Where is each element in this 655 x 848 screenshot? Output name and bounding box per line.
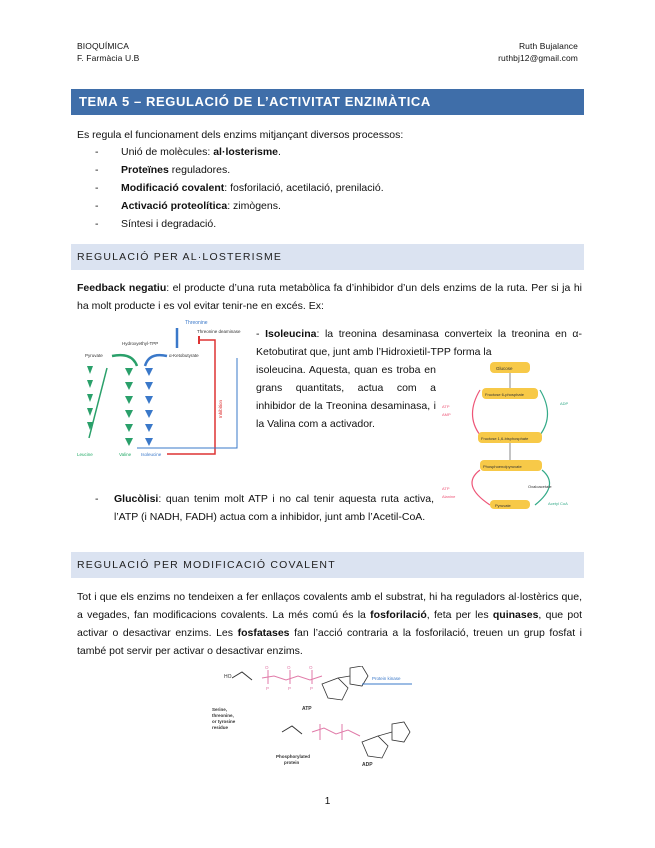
section-title: REGULACIÓ PER AL·LOSTERISME [77, 251, 283, 263]
svg-text:ATP: ATP [442, 404, 450, 409]
isoleucine-pathway-figure [77, 318, 255, 464]
page-title: TEMA 5 – REGULACIÓ DE L’ACTIVITAT ENZIMÀTICA [79, 94, 431, 109]
svg-text:Phosphorylated: Phosphorylated [276, 754, 311, 759]
svg-text:ATP: ATP [442, 486, 450, 491]
svg-text:Fructose 1,6-bisphosphate: Fructose 1,6-bisphosphate [481, 436, 529, 441]
isoleucine-paragraph-top: - Isoleucina: la treonina desaminasa converteix la treonina en α-Ketobutirat que, junt amb l’Hidroxietil-TPP forma la [256, 328, 582, 358]
faculty-name: F. Farmàcia U.B [77, 53, 140, 63]
page-number: 1 [324, 796, 331, 807]
svg-text:protein: protein [284, 760, 300, 765]
svg-text:AMP: AMP [442, 412, 451, 417]
svg-text:Pyruvate: Pyruvate [495, 503, 511, 508]
feedback-term: Feedback negatiu [77, 282, 167, 294]
isoleucine-term: Isoleucina [265, 328, 317, 340]
feedback-paragraph: Feedback negatiu: el producte d’una ruta metabòlica fa d’inhibidor d’un dels enzims de la ruta. Per si ja hi ha molt producte i es vol evitar tenir-ne en excés. Ex: [77, 282, 582, 312]
header-right [498, 40, 578, 64]
list-item: - Unió de molècules: al·losterisme. [95, 143, 575, 161]
svg-text:O: O [265, 666, 269, 670]
svg-text:Glucose: Glucose [496, 366, 513, 371]
svg-text:threonine,: threonine, [212, 713, 234, 718]
svg-text:Serine,: Serine, [212, 707, 228, 712]
svg-text:Fructose 6-phosphate: Fructose 6-phosphate [485, 392, 524, 397]
phosphorylation-figure [212, 666, 442, 778]
svg-text:α-Ketobutyrate: α-Ketobutyrate [169, 353, 199, 358]
glycolysis-paragraph: Glucòlisi: quan tenim molt ATP i no cal tenir aquesta ruta activa, l’ATP (i NADH, FADH) actua com a inhibidor, junt amb l’Acetil-CoA. [114, 493, 434, 523]
svg-text:Isoleucine: Isoleucine [141, 452, 162, 457]
course-name: BIOQUÍMICA [77, 41, 130, 51]
svg-text:Oxaloacetate: Oxaloacetate [528, 484, 552, 489]
glycolysis-term: Glucòlisi [114, 493, 159, 505]
intro-text: Es regula el funcionament dels enzims mitjançant diversos processos: [77, 129, 404, 141]
svg-text:Inhibition: Inhibition [218, 399, 223, 418]
svg-text:P: P [266, 686, 270, 691]
svg-text:Phosphoenolpyruvate: Phosphoenolpyruvate [483, 464, 522, 469]
svg-text:Threonine: Threonine [185, 320, 208, 326]
list-item: - Síntesi i degradació. [95, 215, 575, 233]
author-name: Ruth Bujalance [518, 41, 578, 51]
author-email: ruthbj12@gmail.com [498, 53, 578, 63]
section-title: REGULACIÓ PER MODIFICACIÓ COVALENT [77, 559, 336, 571]
svg-text:HO: HO [224, 674, 232, 680]
title-bar [71, 89, 584, 115]
list-item: - Proteïnes reguladores. [95, 161, 575, 179]
svg-text:Valine: Valine [119, 452, 132, 457]
section-header-covalent [71, 552, 584, 578]
glycolysis-regulation-figure [440, 360, 584, 510]
svg-text:ATP: ATP [302, 706, 312, 712]
svg-text:residue: residue [212, 725, 229, 730]
svg-text:Alanine: Alanine [442, 494, 456, 499]
list-item: - Activació proteolítica: zimògens. [95, 197, 575, 215]
svg-text:O: O [309, 666, 313, 670]
list-item: - Modificació covalent: fosforilació, acetilació, prenilació. [95, 179, 575, 197]
svg-text:P: P [310, 686, 314, 691]
process-list [95, 143, 575, 233]
covalent-paragraph: Tot i que els enzims no tendeixen a fer enllaços covalents amb el substrat, hi ha reguladors al·lostèrics que, a vegades, fan modificacions covalents. La més comú és la fosforilació, feta per les quinases, que pot activar o desactivar enzims. Les fosfatases fan l’acció contraria a la fosforilació, treuen un grup fosfat i també pot servir per activar o desactivar enzims. [77, 591, 583, 657]
svg-text:Hydroxyethyl-TPP: Hydroxyethyl-TPP [122, 341, 159, 346]
svg-text:P: P [288, 686, 292, 691]
svg-text:O: O [287, 666, 291, 670]
header-left [77, 40, 139, 64]
svg-text:Acetyl CoA: Acetyl CoA [548, 501, 568, 506]
svg-text:ADP: ADP [560, 401, 569, 406]
section-header-allosterism [71, 244, 584, 270]
svg-text:Protein kinase: Protein kinase [372, 676, 401, 681]
svg-text:ADP: ADP [362, 762, 373, 768]
svg-text:Pyruvate: Pyruvate [85, 353, 103, 358]
svg-text:or tyrosine: or tyrosine [212, 719, 236, 724]
isoleucine-paragraph-bottom: isoleucina. Aquesta, quan es troba en grans quantitats, actua com a inhibidor de la Treonina desaminasa, i la Valina com a activador. [256, 364, 436, 430]
svg-text:Leucine: Leucine [77, 452, 93, 457]
svg-text:Threonine deaminase: Threonine deaminase [197, 329, 241, 334]
